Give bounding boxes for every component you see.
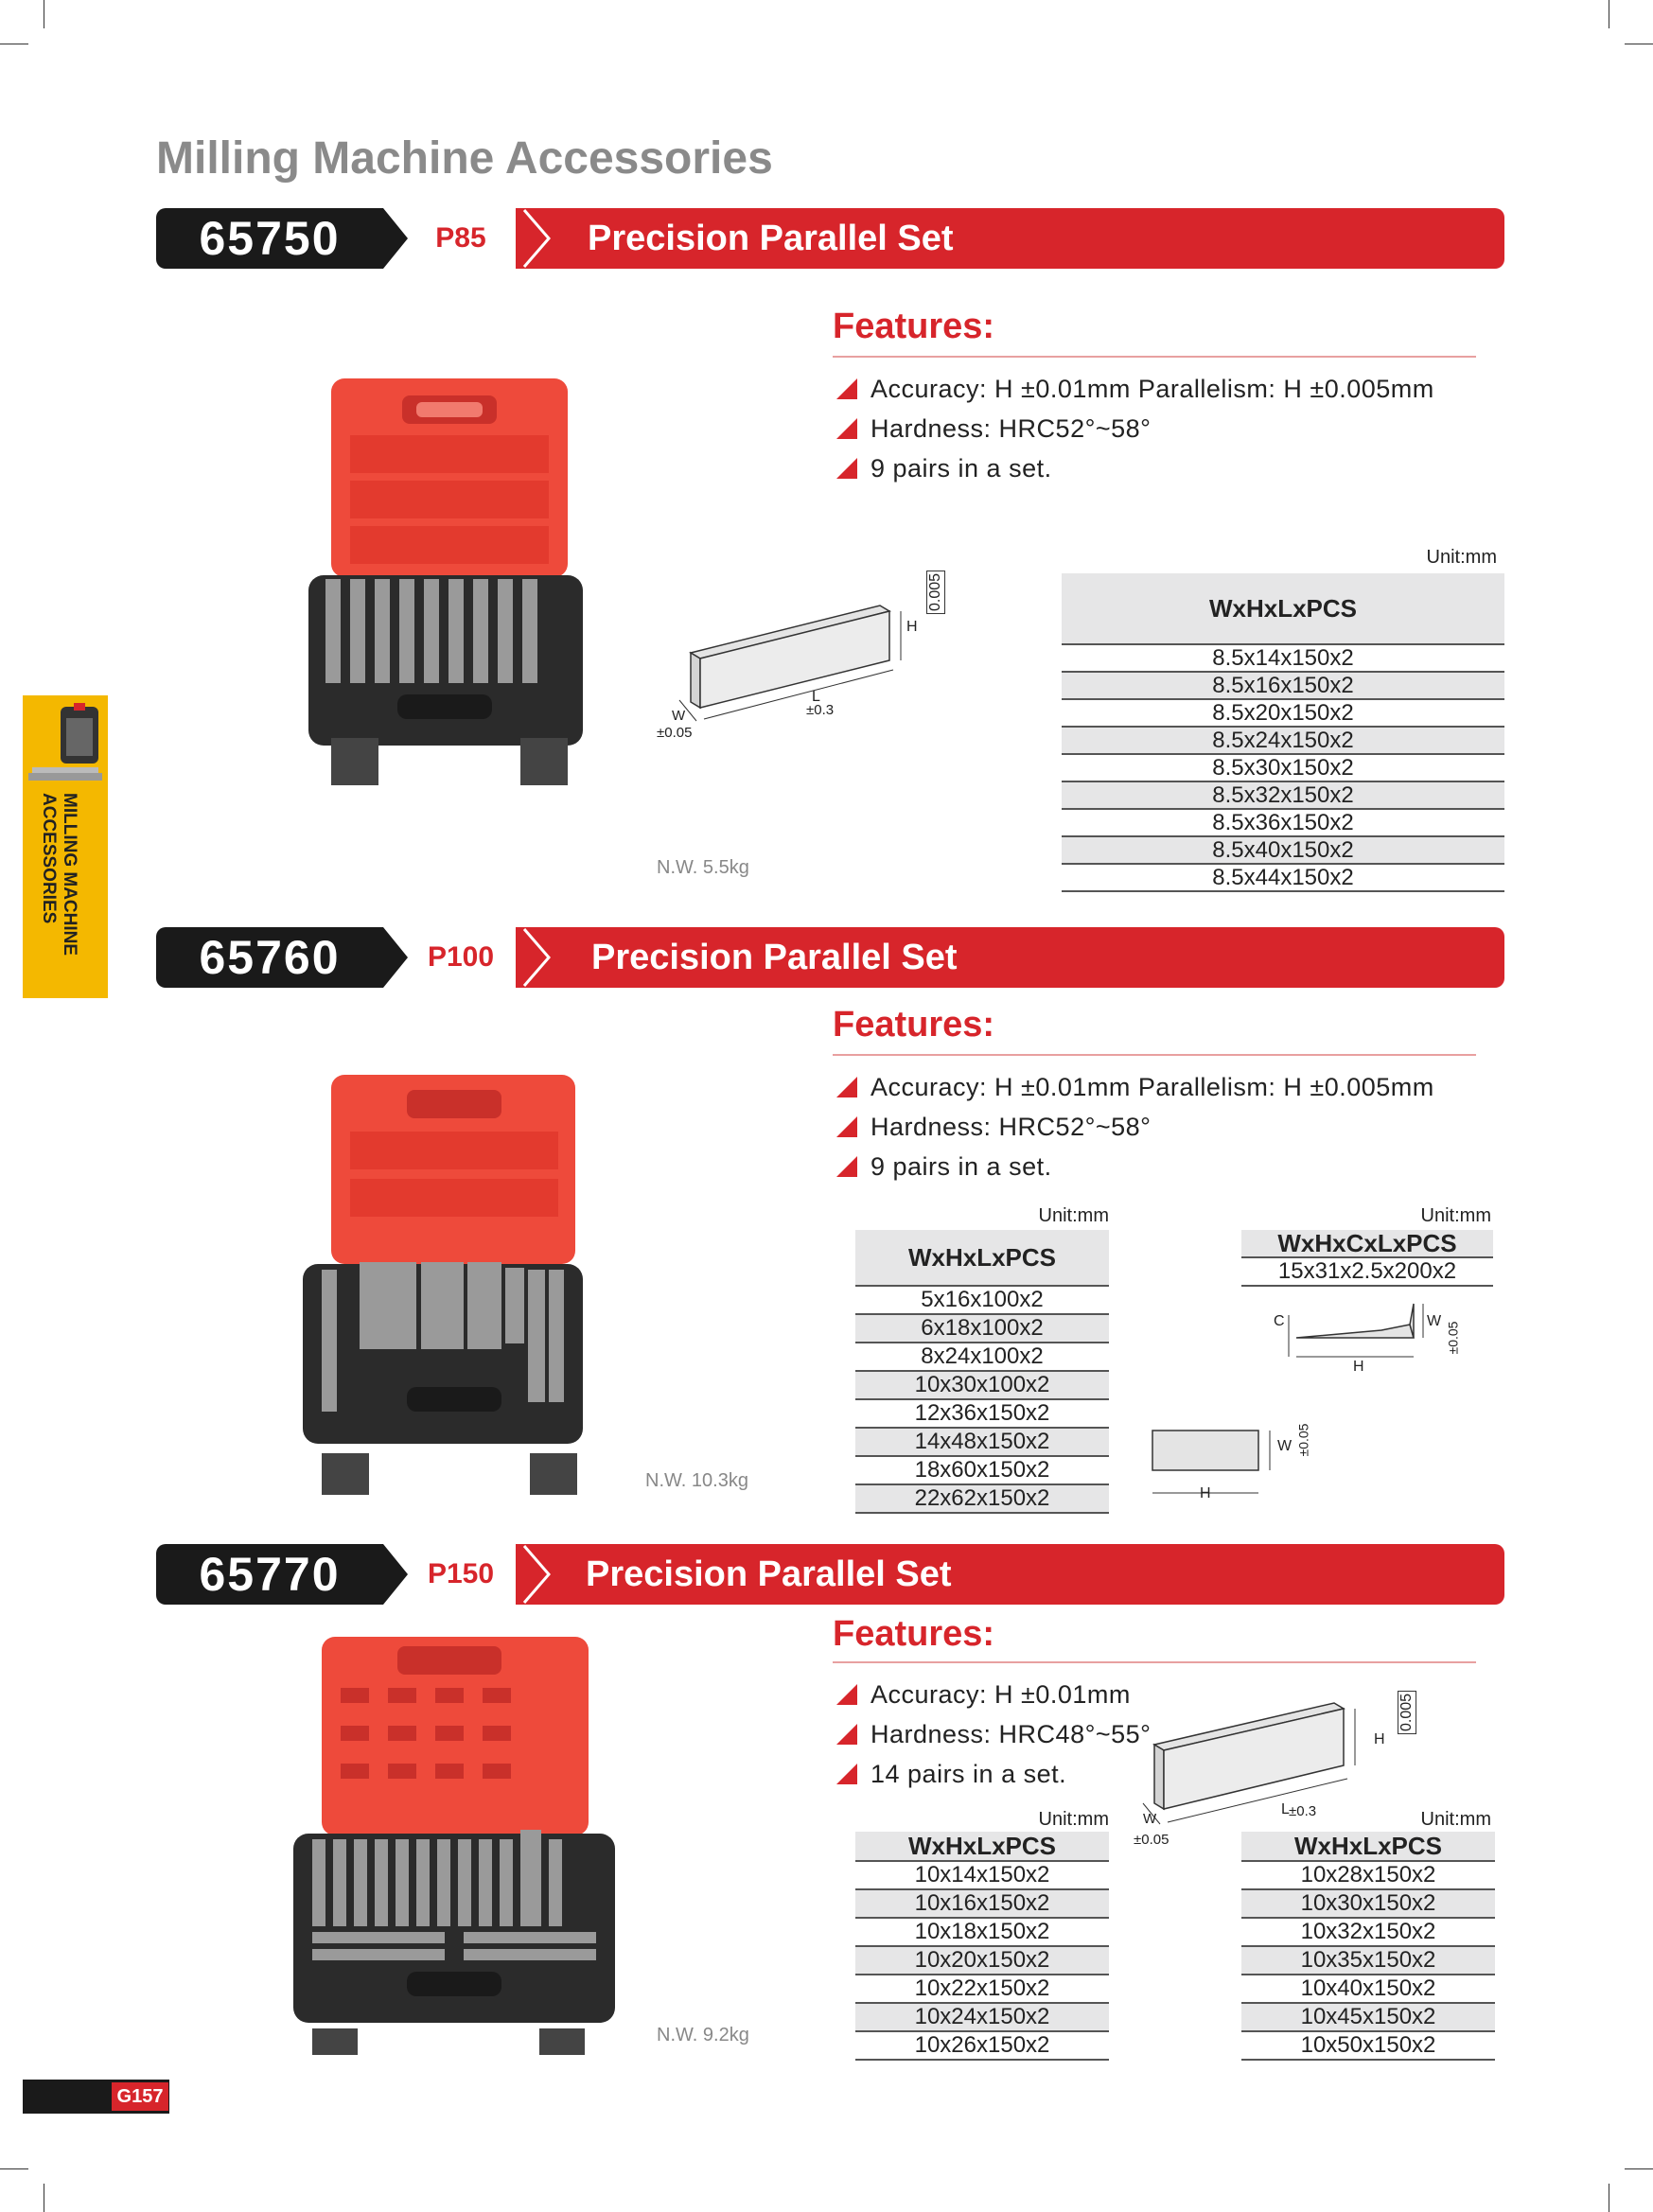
dim-h-label: H: [1374, 1731, 1385, 1747]
table-header: WxHxLxPCS: [1241, 1832, 1495, 1862]
table-row: 8.5x24x150x2: [1062, 728, 1504, 755]
table-row: 10x18x150x2: [855, 1919, 1109, 1947]
table-row: 10x35x150x2: [1241, 1947, 1495, 1975]
features-title: Features:: [833, 307, 995, 346]
unit-label: Unit:mm: [1426, 547, 1497, 568]
table-row: 22x62x150x2: [855, 1485, 1109, 1514]
table-row: 8.5x16x150x2: [1062, 673, 1504, 700]
table-row: 18x60x150x2: [855, 1457, 1109, 1485]
features-title: Features:: [833, 1614, 995, 1654]
product-code: 65760: [199, 931, 341, 984]
dim-w-label: W: [672, 708, 686, 724]
table-row: 8.5x44x150x2: [1062, 865, 1504, 892]
triangle-bullet-icon: [836, 458, 857, 479]
dim-l-tolerance: ±0.3: [1289, 1803, 1317, 1819]
table-row: 10x32x150x2: [1241, 1919, 1495, 1947]
triangle-bullet-icon: [836, 1116, 857, 1137]
table-row: 10x20x150x2: [855, 1947, 1109, 1975]
wedge-diagram: [1268, 1296, 1467, 1391]
table-row: 10x28x150x2: [1241, 1862, 1495, 1890]
side-tab-line2: ACCESSORIES: [39, 793, 59, 924]
unit-label: Unit:mm: [1420, 1205, 1491, 1226]
features-divider: [833, 356, 1476, 358]
unit-label: Unit:mm: [1038, 1205, 1109, 1226]
dim-l-label: L: [812, 689, 820, 705]
dim-l-label: L: [1281, 1801, 1290, 1817]
triangle-bullet-icon: [836, 1724, 857, 1745]
table-row: 8.5x14x150x2: [1062, 645, 1504, 673]
feature-item: Accuracy: H ±0.01mm Parallelism: H ±0.005mm: [836, 375, 1434, 404]
triangle-bullet-icon: [836, 1077, 857, 1097]
table-row: 15x31x2.5x200x2: [1241, 1258, 1493, 1287]
table-row: 8.5x30x150x2: [1062, 755, 1504, 782]
case-thumbnail-icon: [57, 703, 104, 771]
triangle-bullet-icon: [836, 1764, 857, 1784]
features-divider: [833, 1661, 1476, 1663]
dim-w-label: W: [1277, 1438, 1293, 1454]
dim-w-tolerance: ±0.05: [1295, 1423, 1311, 1457]
feature-item: 9 pairs in a set.: [836, 454, 1052, 483]
spec-table: [855, 1832, 1109, 2061]
tolerance-frame: 0.005: [1398, 1691, 1416, 1734]
table-row: 8x24x100x2: [855, 1343, 1109, 1372]
page-title: Milling Machine Accessories: [156, 133, 773, 184]
table-row: 8.5x20x150x2: [1062, 700, 1504, 728]
table-header: WxHxCxLxPCS: [1241, 1230, 1493, 1258]
spec-table-wedge: [1241, 1230, 1493, 1287]
crop-mark: [0, 2168, 28, 2169]
spec-table: [855, 1230, 1109, 1514]
product-case-image: [284, 1631, 624, 2057]
product-sub-code: P150: [427, 1558, 495, 1589]
table-row: 10x45x150x2: [1241, 2004, 1495, 2032]
product-name: Precision Parallel Set: [586, 1554, 952, 1594]
dim-h-label: H: [1200, 1485, 1211, 1501]
dim-w-tolerance: ±0.05: [1445, 1321, 1461, 1355]
table-row: 10x16x150x2: [855, 1890, 1109, 1919]
net-weight: N.W. 9.2kg: [657, 2025, 749, 2045]
unit-label: Unit:mm: [1420, 1809, 1491, 1830]
feature-item: Hardness: HRC48°~55°: [836, 1720, 1151, 1749]
feature-item: Accuracy: H ±0.01mm Parallelism: H ±0.005mm: [836, 1073, 1434, 1102]
section-banner-65770: [156, 1544, 1504, 1605]
table-header: WxHxLxPCS: [855, 1230, 1109, 1287]
product-code: 65750: [199, 212, 341, 265]
feature-item: 9 pairs in a set.: [836, 1152, 1052, 1182]
net-weight: N.W. 10.3kg: [645, 1470, 748, 1491]
table-row: 12x36x150x2: [855, 1400, 1109, 1429]
crop-mark: [1625, 2168, 1653, 2169]
dim-c-label: C: [1274, 1313, 1285, 1329]
table-header: WxHxLxPCS: [855, 1832, 1109, 1862]
table-row: 10x30x150x2: [1241, 1890, 1495, 1919]
tolerance-frame: 0.005: [926, 571, 945, 614]
table-row: 8.5x40x150x2: [1062, 837, 1504, 865]
spec-table: [1062, 573, 1504, 892]
features-title: Features:: [833, 1005, 995, 1045]
features-divider: [833, 1054, 1476, 1056]
product-case-image: [303, 1075, 587, 1501]
spec-table: [1241, 1832, 1495, 2061]
page-number: G157: [112, 2082, 168, 2111]
dim-w-tolerance: ±0.05: [1134, 1832, 1169, 1848]
triangle-bullet-icon: [836, 1684, 857, 1705]
product-sub-code: P100: [427, 941, 495, 973]
section-banner-65760: [156, 927, 1504, 988]
table-row: 6x18x100x2: [855, 1315, 1109, 1343]
dim-h-label: H: [906, 619, 918, 635]
product-code: 65770: [199, 1548, 341, 1601]
table-row: 8.5x32x150x2: [1062, 782, 1504, 810]
triangle-bullet-icon: [836, 1156, 857, 1177]
net-weight: N.W. 5.5kg: [657, 857, 749, 878]
feature-item: Accuracy: H ±0.01mm: [836, 1680, 1131, 1710]
table-row: 10x22x150x2: [855, 1975, 1109, 2004]
side-tab-text: [38, 793, 79, 956]
triangle-bullet-icon: [836, 378, 857, 399]
dim-w-label: W: [1143, 1811, 1157, 1827]
table-row: 10x30x100x2: [855, 1372, 1109, 1400]
chevron-icon: [520, 208, 558, 269]
table-row: 10x24x150x2: [855, 2004, 1109, 2032]
product-case-image: [303, 378, 587, 795]
dimension-diagram: [653, 568, 956, 757]
triangle-bullet-icon: [836, 418, 857, 439]
side-tab-line1: MILLING MACHINE: [60, 793, 79, 957]
dim-w-tolerance: ±0.05: [657, 725, 693, 741]
table-row: 10x14x150x2: [855, 1862, 1109, 1890]
chevron-icon: [520, 927, 558, 988]
table-row: 10x40x150x2: [1241, 1975, 1495, 2004]
product-name: Precision Parallel Set: [588, 219, 954, 258]
table-row: 10x50x150x2: [1241, 2032, 1495, 2061]
chevron-icon: [520, 1544, 558, 1605]
dim-h-label: H: [1353, 1359, 1364, 1375]
table-row: 8.5x36x150x2: [1062, 810, 1504, 837]
dim-w-label: W: [1427, 1313, 1442, 1329]
feature-item: 14 pairs in a set.: [836, 1760, 1066, 1789]
dim-l-tolerance: ±0.3: [806, 702, 835, 718]
section-banner-65750: [156, 208, 1504, 269]
table-row: 14x48x150x2: [855, 1429, 1109, 1457]
unit-label: Unit:mm: [1038, 1809, 1109, 1830]
feature-item: Hardness: HRC52°~58°: [836, 1113, 1151, 1142]
feature-item: Hardness: HRC52°~58°: [836, 414, 1151, 444]
table-header: WxHxLxPCS: [1062, 573, 1504, 645]
product-name: Precision Parallel Set: [591, 938, 958, 977]
table-row: 5x16x100x2: [855, 1287, 1109, 1315]
table-row: 10x26x150x2: [855, 2032, 1109, 2061]
bar-diagram: [1145, 1419, 1287, 1504]
parallels-thumbnail-icon: [28, 767, 104, 788]
product-sub-code: P85: [435, 222, 486, 254]
